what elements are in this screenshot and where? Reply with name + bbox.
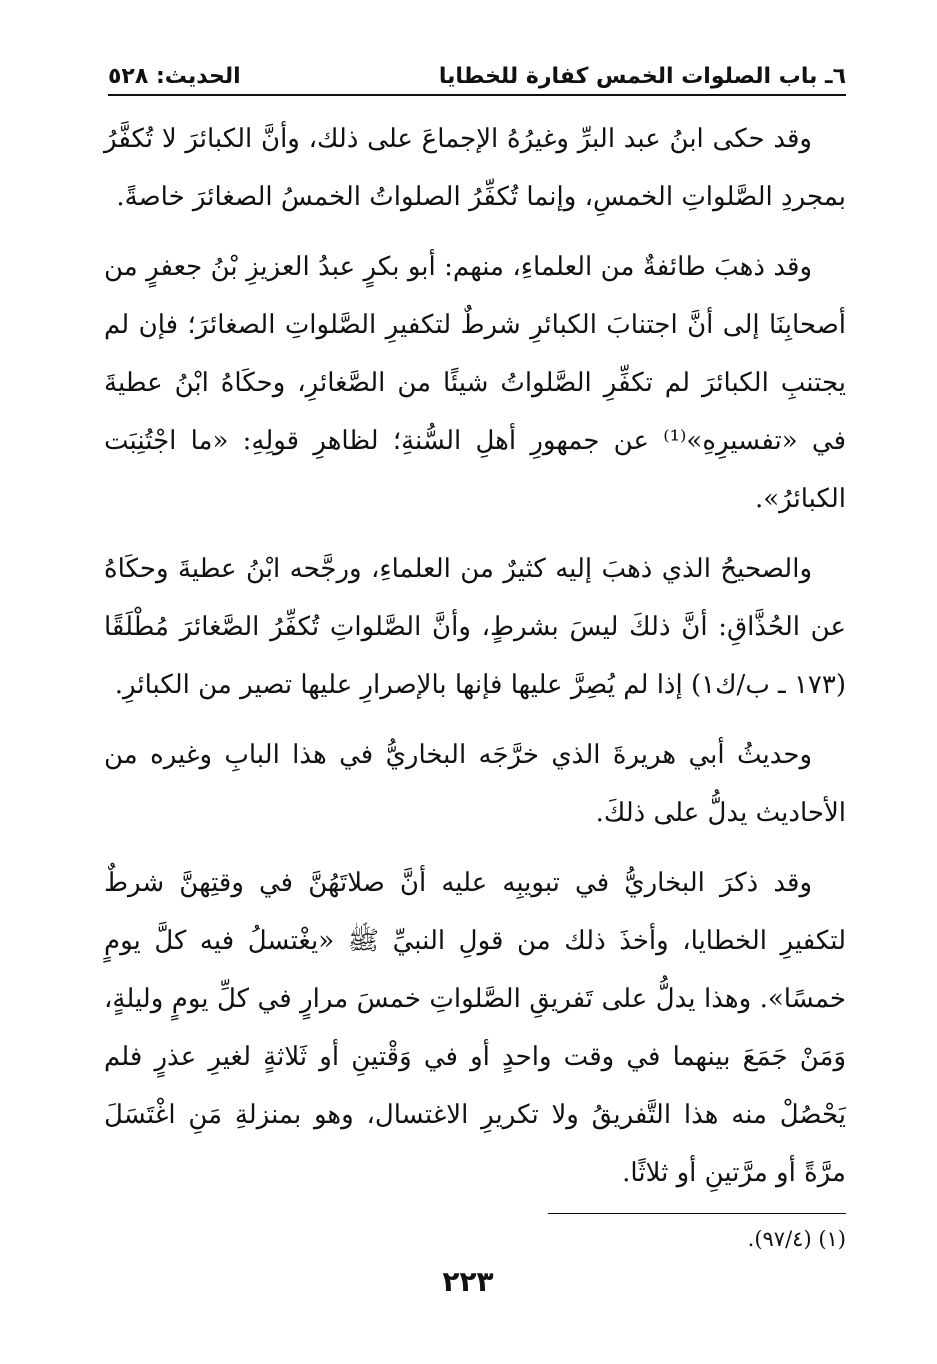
- running-header: [108, 58, 846, 92]
- footnote: (١) (٩٧/٤).: [747, 1227, 846, 1251]
- paragraph-1: وقد حكى ابنُ عبد البرِّ وغيرُهُ الإجماعَ على ذلك، وأنَّ الكبائرَ لا تُكفَّرُ بمجردِ الصَّلواتِ الخمسِ، وإنما تُكفِّرُ الصلواتُ الخمسُ الصغائرَ خاصةً.: [104, 124, 846, 212]
- paragraph-5: وقد ذكرَ البخاريُّ في تبويبِه عليه أنَّ صلاتَهُنَّ في وقتِهنَّ شرطٌ لتكفيرِ الخطايا، وأخذَ ذلك من قولِ النبيِّ ﷺ «يغْتسلُ فيه كلَّ يومٍ خمسًا». وهذا يدلُّ على تَفريقِ الصَّلواتِ خمسَ مرارٍ في كلِّ يومٍ وليلةٍ، وَمَنْ جَمَعَ بينهما في وقت واحدٍ أو في وَقْتينِ أو ثَلاثةٍ لغيرِ عذرٍ فلم يَحْصُلْ منه هذا التَّفريقُ ولا تكريرِ الاغتسال، وهو بمنزلةِ مَنِ اغْتَسَلَ مرَّةً أو مرَّتينِ أو ثلاثًا.: [104, 868, 846, 1188]
- hadith-reference: الحديث: ٥٢٨: [108, 64, 241, 89]
- footnote-divider: [548, 1213, 846, 1214]
- chapter-title: ٦ـ باب الصلوات الخمس كفارة للخطايا: [438, 64, 846, 89]
- main-text: [104, 110, 846, 1214]
- paragraph-4: وحديثُ أبي هريرةَ الذي خرَّجَه البخاريُّ في هذا البابِ وغيره من الأحاديث يدلُّ على ذلكَ.: [104, 740, 846, 828]
- page-number: ٢٢٣: [442, 1265, 494, 1298]
- paragraph-3: والصحيحُ الذي ذهبَ إليه كثيرٌ من العلماءِ، ورجَّحه ابْنُ عطيةَ وحكَاهُ عن الحُذَّاقِ: أنَّ ذلكَ ليسَ بشرطٍ، وأنَّ الصَّلواتِ تُكفِّرُ الصَّغائرَ مُطْلَقًا (١٧٣ ـ ب/ك١) إذا لم يُصِرَّ عليها فإنها بالإصرارِ عليها تصير من الكبائرِ.: [104, 554, 846, 700]
- paragraph-2: وقد ذهبَ طائفةٌ من العلماءِ، منهم: أبو بكرٍ عبدُ العزيزِ بْنُ جعفرٍ من أصحابِنَا إلى أنَّ اجتنابَ الكبائرِ شرطٌ لتكفيرِ الصَّلواتِ الصغائرَ؛ فإن لم يجتنبِ الكبائرَ لم تكفِّرِ الصَّلواتُ شيئًا من الصَّغائرِ، وحكَاهُ ابْنُ عطيةَ في «تفسيرِهِ»⁽¹⁾ عن جمهورِ أهلِ السُّنةِ؛ لظاهرِ قولِهِ: «ما اجْتُنِبَت الكبائرُ».: [104, 252, 846, 514]
- header-divider: [108, 94, 846, 96]
